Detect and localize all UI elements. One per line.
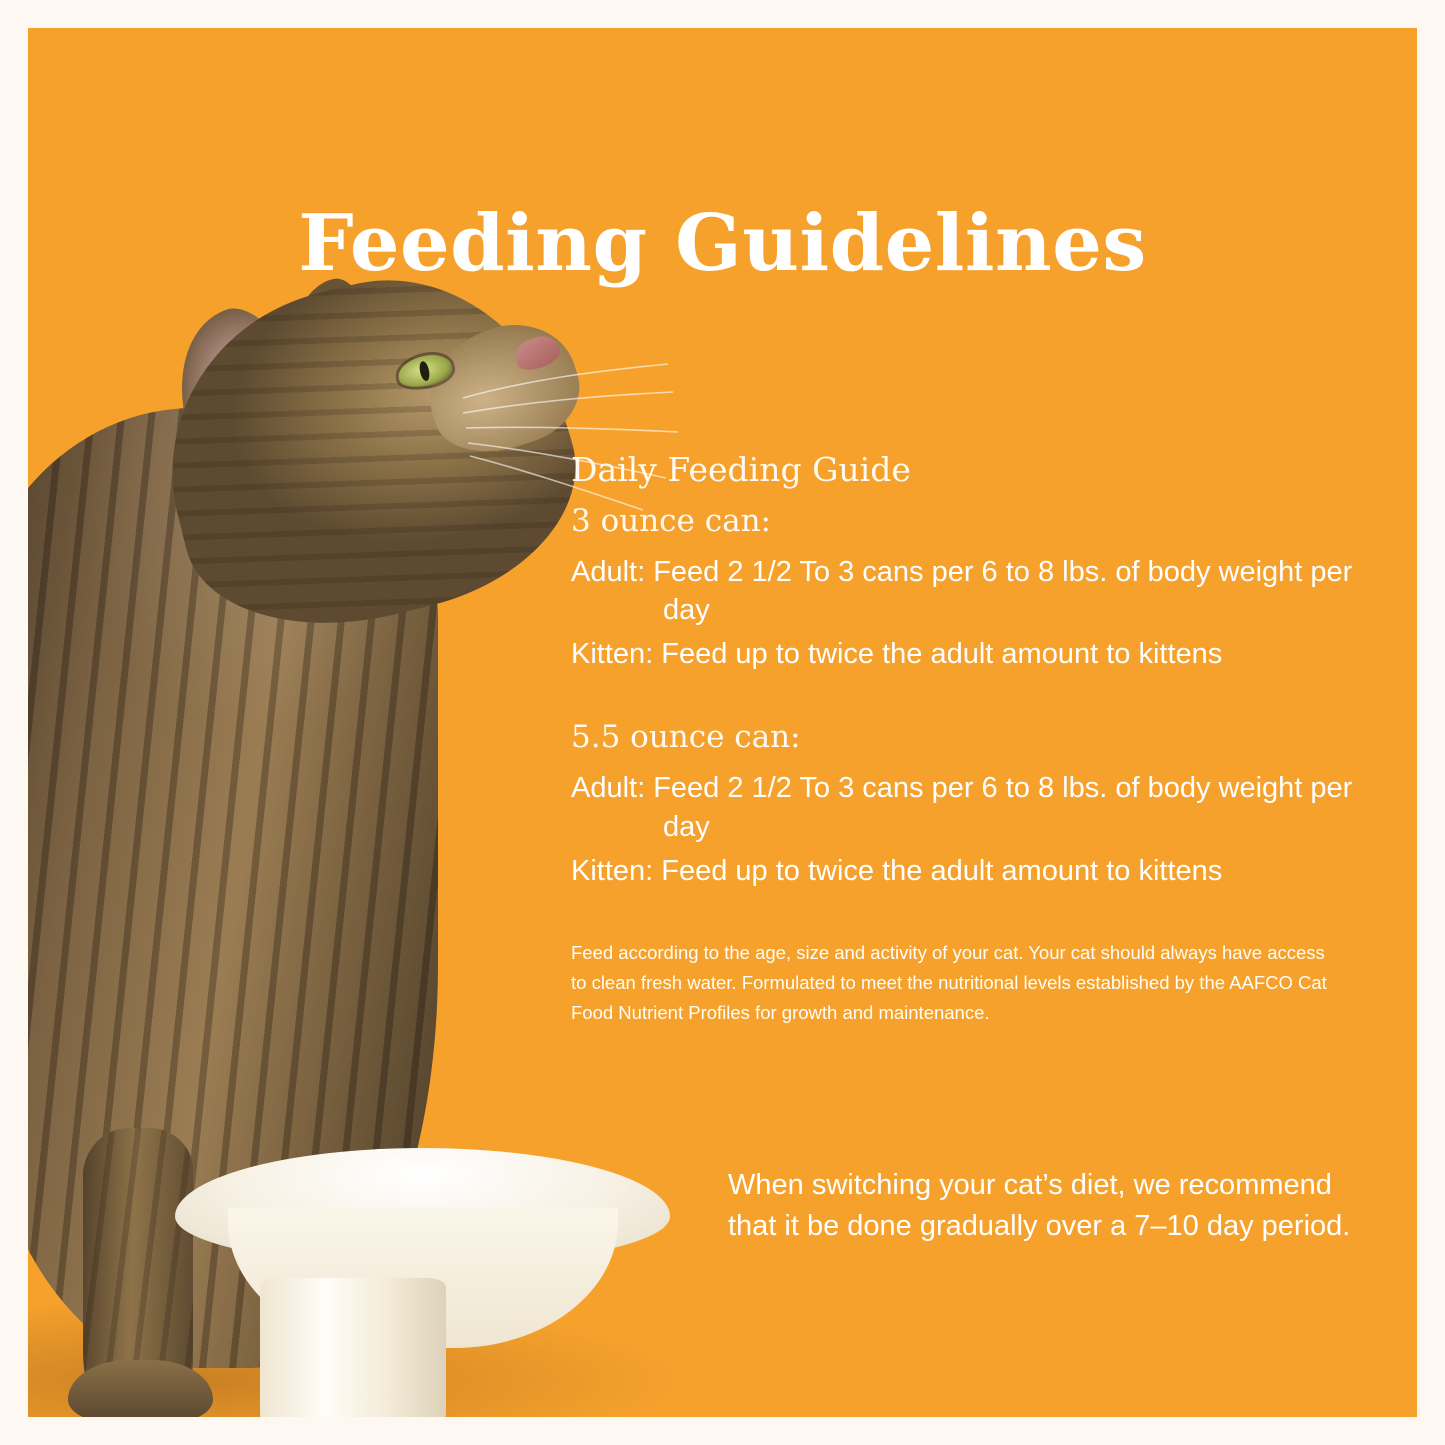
cat-paw-shape <box>68 1360 213 1417</box>
adult-feeding-line-55oz: Adult: Feed 2 1/2 To 3 cans per 6 to 8 lbs. of body weight per day <box>571 772 1353 843</box>
page-title: Feeding Guidelines <box>298 198 1147 290</box>
section-spacer <box>571 673 1361 719</box>
feeding-guide-content <box>571 448 1361 1047</box>
feeding-fineprint: Feed according to the age, size and activity of your cat. Your cat should always have access to clean fresh water. Formulated to meet the nutritional levels established by the AAFCO Cat Food Nutrient Profiles for growth and maintenance. <box>571 942 1327 1024</box>
can-size-heading-55oz: 5.5 ounce can: <box>571 719 801 756</box>
diet-switch-note: When switching your cat’s diet, we recommend that it be done gradually over a 7–10 day period. <box>728 1169 1351 1243</box>
adult-feeding-line-3oz: Adult: Feed 2 1/2 To 3 cans per 6 to 8 lbs. of body weight per day <box>571 555 1353 626</box>
feeding-guidelines-panel <box>28 28 1417 1417</box>
pet-bowl-stem <box>260 1278 446 1417</box>
daily-feeding-guide-heading: Daily Feeding Guide <box>571 450 911 489</box>
cat-pupil-shape <box>418 360 431 381</box>
kitten-feeding-line-3oz: Kitten: Feed up to twice the adult amount to kittens <box>571 638 1223 671</box>
kitten-feeding-line-55oz: Kitten: Feed up to twice the adult amount to kittens <box>571 854 1223 887</box>
can-size-heading-3oz: 3 ounce can: <box>571 502 771 539</box>
